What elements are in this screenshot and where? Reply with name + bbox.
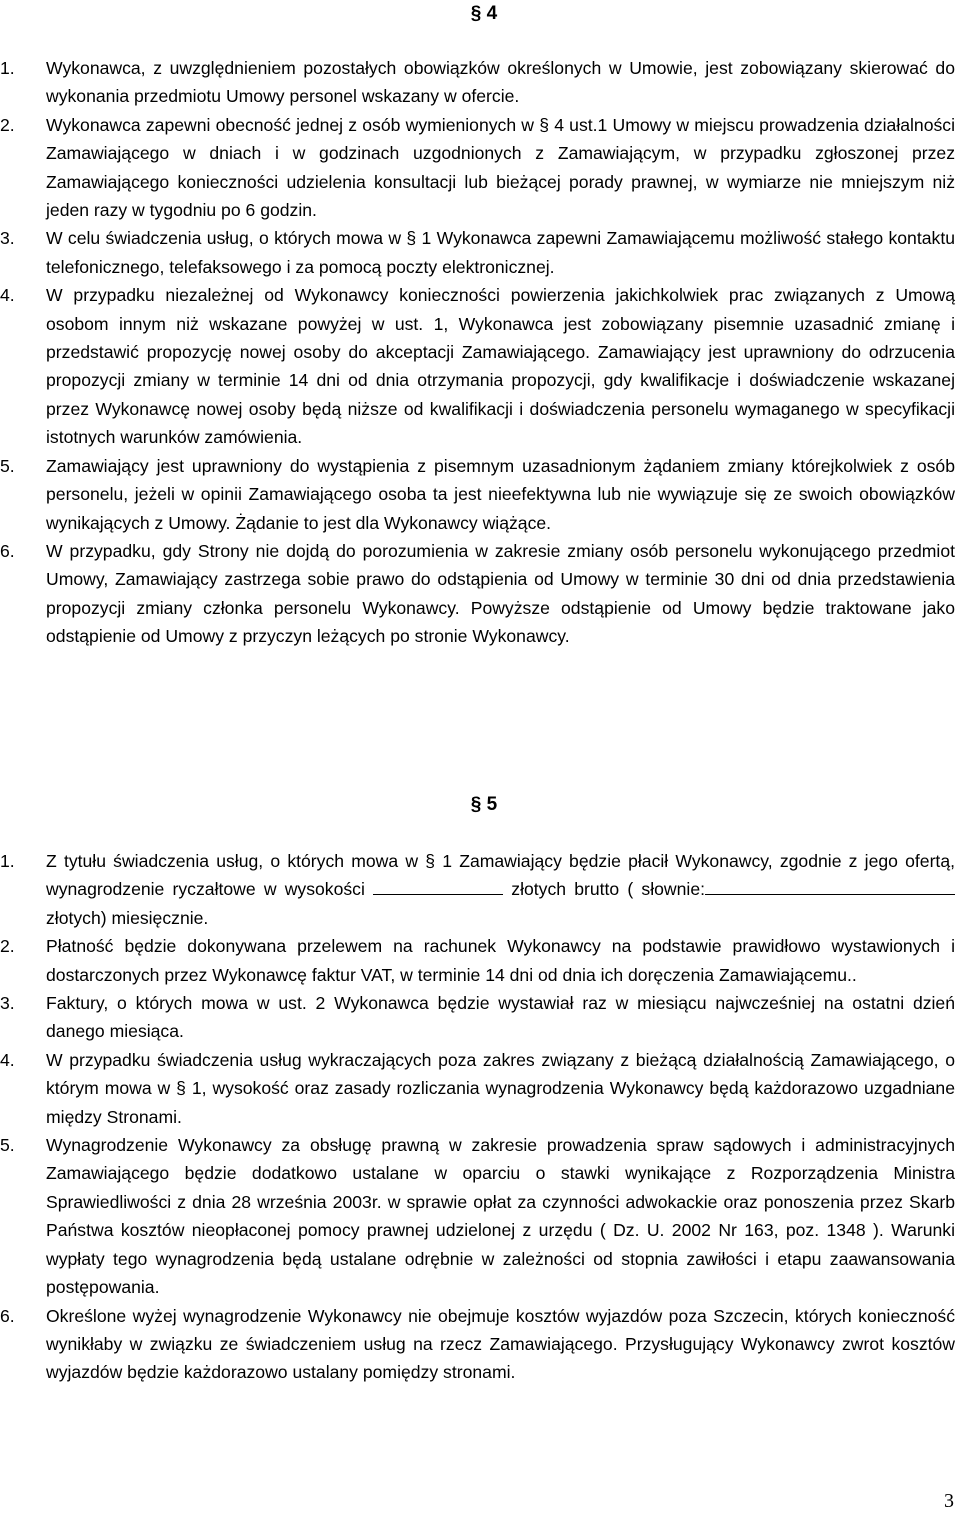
item-number: 3.: [0, 993, 15, 1014]
section-heading-4: § 4: [470, 3, 498, 24]
item-number: 1.: [0, 851, 15, 871]
item-text: Wykonawca zapewni obecność jednej z osób wymienionych w § 4 ust.1 Umowy w miejscu prowadzenia działalności Zamawiającego w dniach i w godzinach uzgodnionych z Zamawiającym, w przypadku zgłoszonej przez Zamawiającego konieczności udzielenia konsultacji lub bieżącej porady prawnej, w wymiarze nie mniejszym niż jeden razy w tygodniu po 6 godzin.: [46, 114, 955, 221]
item-text: Określone wyżej wynagrodzenie Wykonawcy nie obejmuje kosztów wyjazdów poza Szczecin, których konieczność wynikłaby w związku ze świadczeniem usług na rzecz Zamawiającego. Przysługujący Wykonawcy zwrot kosztów wyjazdów będzie każdorazowo ustalany pomiędzy stronami.: [46, 1305, 955, 1383]
item-text: W przypadku niezależnej od Wykonawcy konieczności powierzenia jakichkolwiek prac związanych z Umową osobom innym niż wskazane powyżej w ust. 1, Wykonawca jest zobowiązany pisemnie uzasadnić zmianę i przedstawić propozycję nowej osoby do akceptacji Zamawiającego. Zamawiający jest uprawniony do odrzucenia propozycji zmiany w terminie 14 dni od dnia otrzymania propozycji, gdy kwalifikacje i doświadczenie wskazanej przez Wykonawcę nowej osoby będą niższe od kwalifikacji i doświadczenia personelu wymaganego w specyfikacji istotnych warunków zamówienia.: [46, 285, 955, 448]
list-item: [0, 452, 960, 537]
item-number: 6.: [0, 1305, 15, 1326]
item-text: W przypadku, gdy Strony nie dojdą do porozumienia w zakresie zmiany osób personelu wykonującego przedmiot Umowy, Zamawiający zastrzega sobie prawo do odstąpienia od Umowy w terminie 30 dni od dnia przedstawienia propozycji zmiany członka personelu Wykonawcy. Powyższe odstąpienie od Umowy będzie traktowane jako odstąpienie od Umowy z przyczyn leżących po stronie Wykonawcy.: [46, 540, 955, 647]
item-text: Wykonawca, z uwzględnieniem pozostałych obowiązków określonych w Umowie, jest zobowiązany skierować do wykonania przedmiotu Umowy personel wskazany w ofercie.: [46, 58, 955, 107]
amount-words-blank-line: [705, 876, 955, 895]
list-item: [0, 932, 960, 989]
section-heading-5: § 5: [470, 794, 498, 815]
list-item: [0, 1046, 960, 1131]
item-number: 2.: [0, 936, 15, 957]
list-item: [0, 1302, 960, 1387]
item-number: 1.: [0, 58, 15, 78]
list-item: [0, 54, 960, 111]
item-text: Wynagrodzenie Wykonawcy za obsługę prawną w zakresie prowadzenia spraw sądowych i administracyjnych Zamawiającego będzie dodatkowo ustalane w oparciu o stawki wynikające z Rozporządzenia Ministra Sprawiedliwości z dnia 28 września 2003r. w sprawie opłat za czynności adwokackie oraz ponoszenia przez Skarb Państwa kosztów nieopłaconej pomocy prawnej udzielonej z urzędu ( Dz. U. 2002 Nr 163, poz. 1348 ). Warunki wypłaty tego wynagrodzenia będą ustalane odrębnie w zależności od stopnia zawiłości i etapu zaawansowania postępowania.: [46, 1135, 955, 1298]
page-number: 3: [944, 1490, 954, 1512]
list-item: [0, 281, 960, 451]
item-text: Płatność będzie dokonywana przelewem na rachunek Wykonawcy na podstawie prawidłowo wystawionych i dostarczonych przez Wykonawcę faktur VAT, w terminie 14 dni od dnia ich doręczenia Zamawiającemu..: [46, 936, 955, 985]
item-text: złotych brutto ( słownie:: [511, 879, 705, 900]
list-item: [0, 537, 960, 651]
item-number: 4.: [0, 1049, 15, 1070]
section-5-list: [0, 847, 960, 1387]
list-item: [0, 989, 960, 1046]
item-text: Z tytułu świadczenia usług, o których mowa w § 1 Zamawiający będzie płacił Wykonawcy, zgodnie z jego ofertą, wynagrodzenie ryczałtowe w wysokości: [46, 851, 955, 900]
item-text: W celu świadczenia usług, o których mowa w § 1 Wykonawca zapewni Zamawiającemu możliwość stałego kontaktu telefonicznego, telefaksowego i za pomocą poczty elektronicznej.: [46, 228, 955, 277]
item-text: W przypadku świadczenia usług wykraczających poza zakres związany z bieżącą działalnością Zamawiającego, o którym mowa w § 1, wysokość oraz zasady rozliczania wynagrodzenia Wykonawcy będą każdorazowo uzgadniane między Stronami.: [46, 1049, 955, 1127]
list-item: [0, 847, 960, 932]
section-4-list: [0, 54, 960, 651]
item-number: 4.: [0, 285, 15, 306]
item-number: 3.: [0, 228, 15, 249]
item-text: Zamawiający jest uprawniony do wystąpienia z pisemnym uzasadnionym żądaniem zmiany którejkolwiek z osób personelu, jeżeli w opinii Zamawiającego osoba ta jest nieefektywna lub nie wywiązuje się ze swoich obowiązków wynikających z Umowy. Żądanie to jest dla Wykonawcy wiążące.: [46, 455, 955, 533]
list-item: [0, 224, 960, 281]
item-number: 5.: [0, 1135, 15, 1156]
item-text: złotych) miesięcznie.: [46, 907, 209, 928]
list-item: [0, 1131, 960, 1301]
item-number: 2.: [0, 114, 15, 135]
item-text: Faktury, o których mowa w ust. 2 Wykonawca będzie wystawiał raz w miesiącu najwcześniej na ostatni dzień danego miesiąca.: [46, 993, 955, 1042]
item-number: 6.: [0, 540, 15, 561]
item-number: 5.: [0, 455, 15, 476]
list-item: [0, 111, 960, 225]
amount-blank-line: [373, 876, 503, 895]
